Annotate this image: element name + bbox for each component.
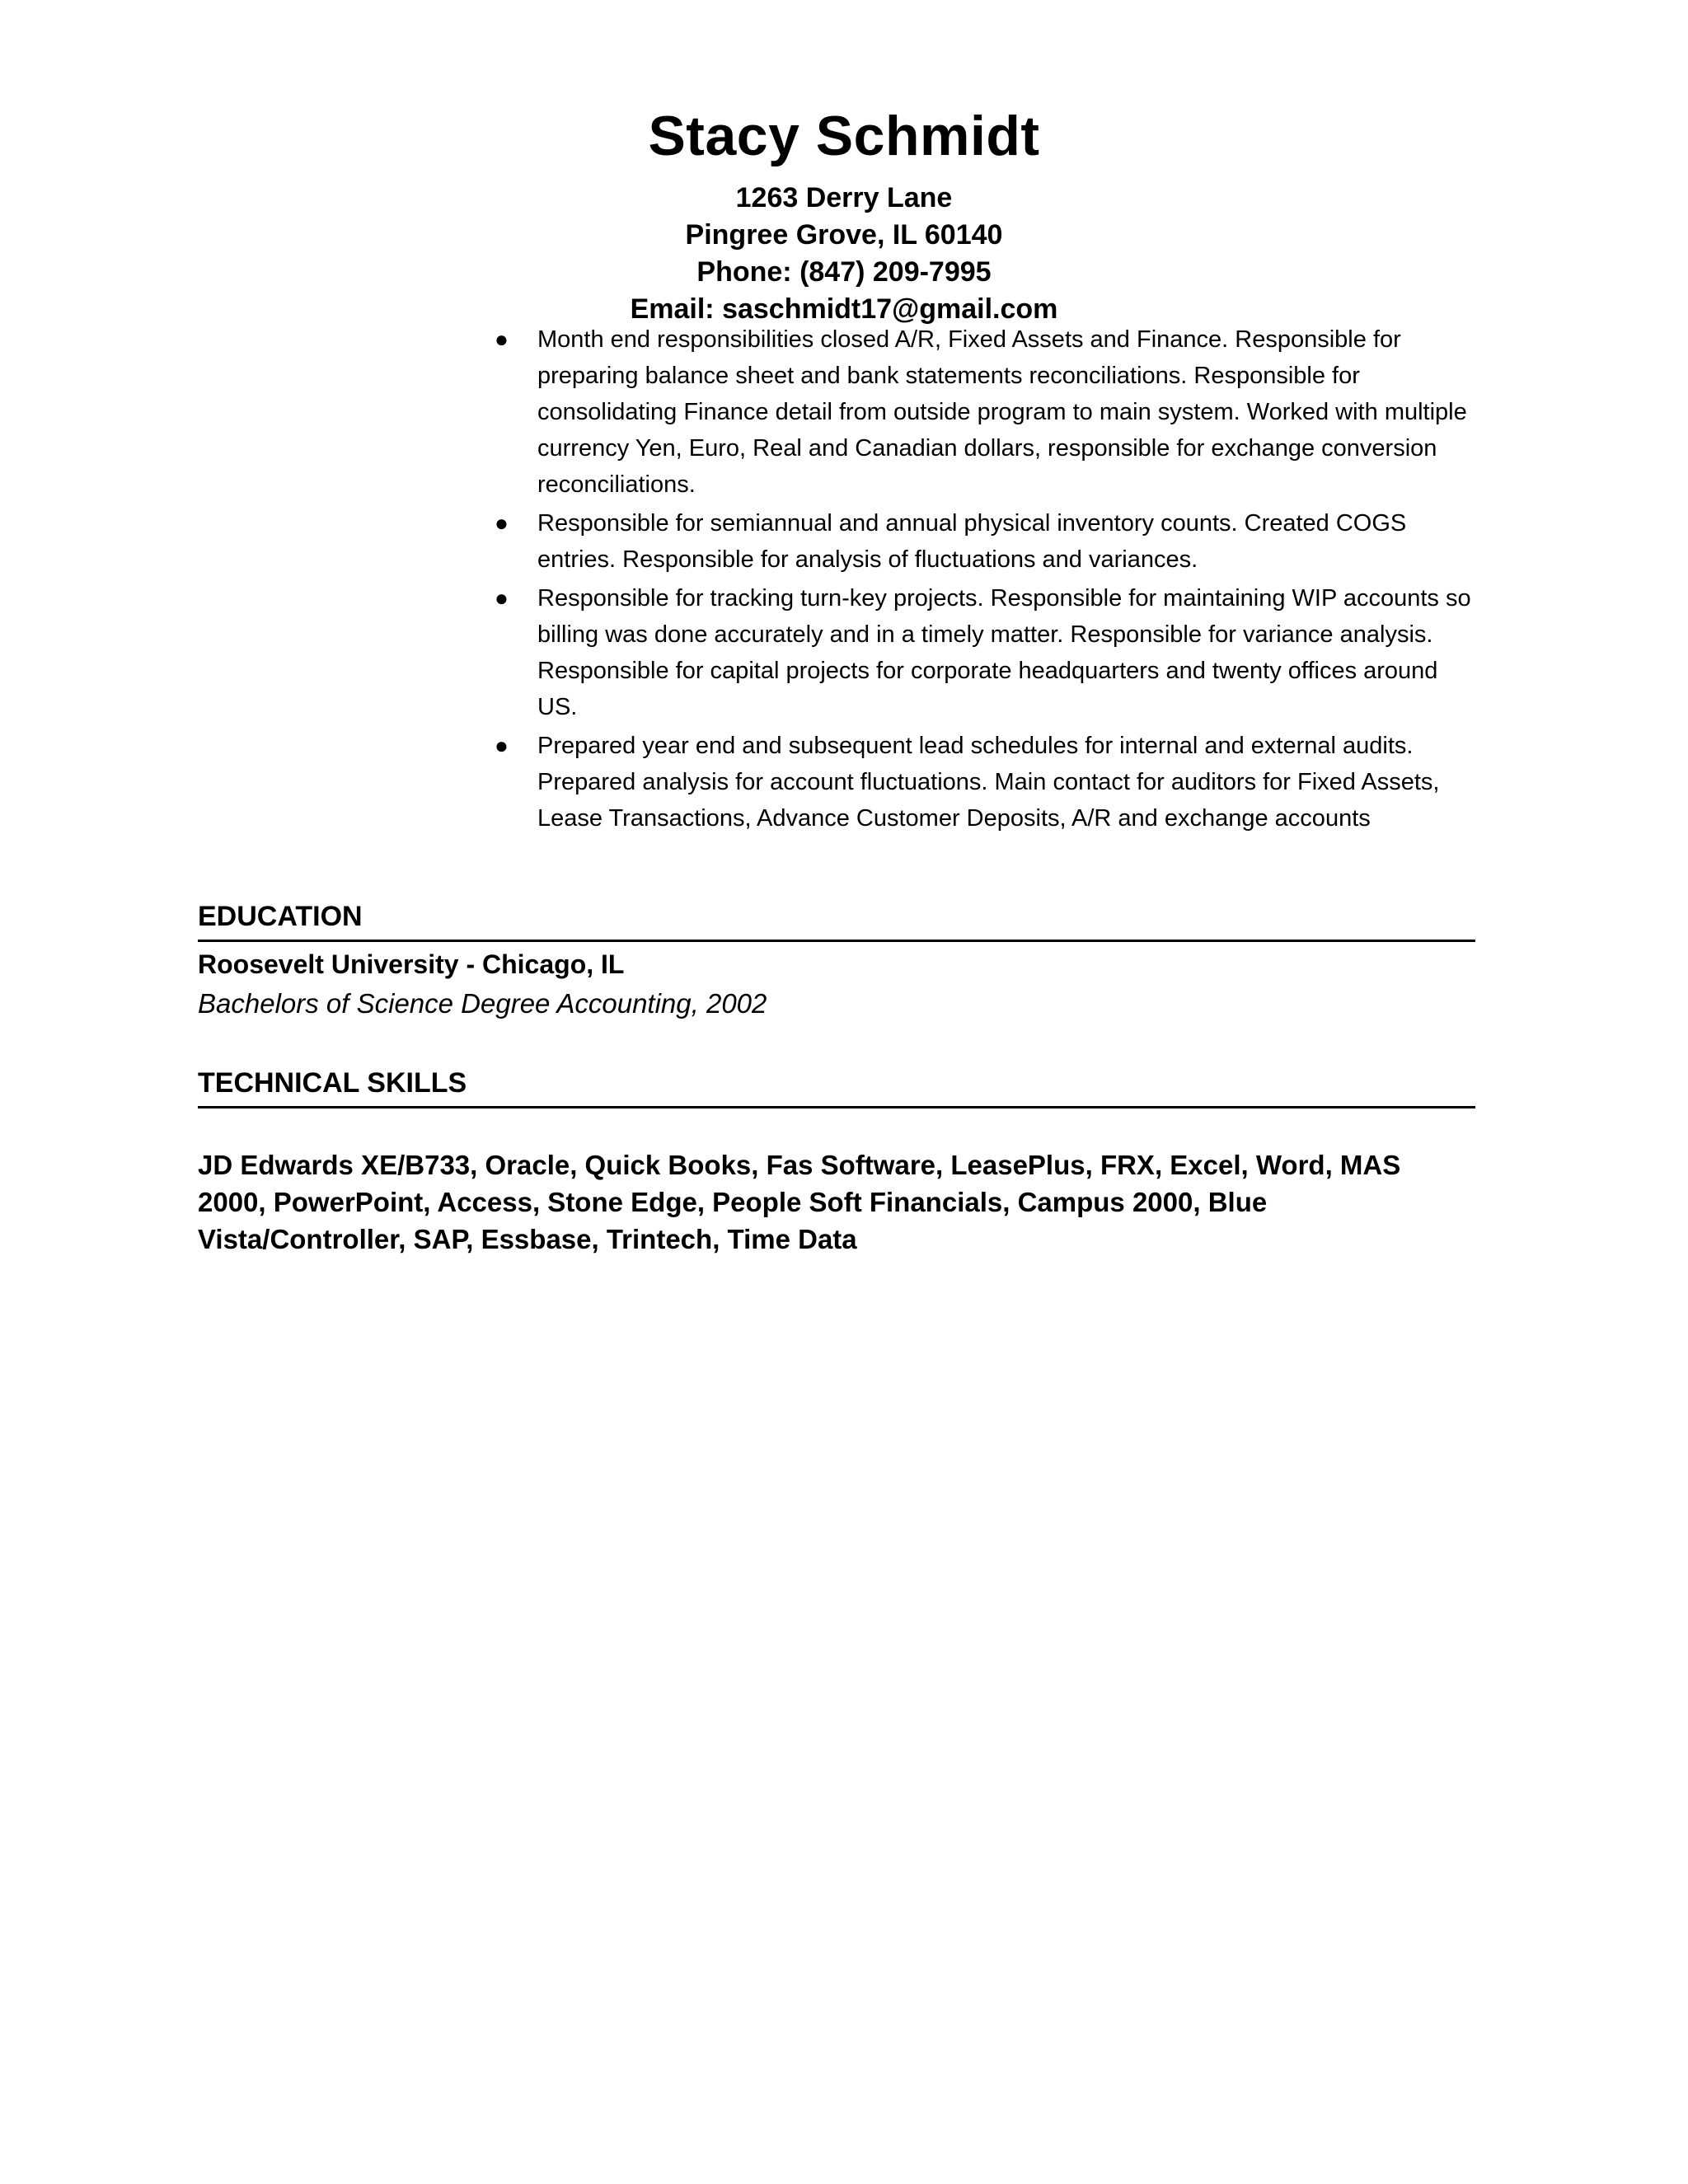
bullet-dot-icon: ● <box>495 510 509 536</box>
experience-bullet-text: Prepared year end and subsequent lead schedules for internal and external audits. Prepared analysis for account fluctuations. Main contact for auditors for Fixed Assets, Lease Transactions, Advance Customer Deposits, A/R and exchange accounts <box>537 733 1440 832</box>
education-heading: EDUCATION <box>198 898 1475 942</box>
experience-bullet-text: Month end responsibilities closed A/R, Fixed Assets and Finance. Responsible for preparing balance sheet and bank statements reconciliations. Responsible for consolidating Finance detail from outside program to main system. Worked with multiple currency Yen, Euro, Real and Canadian dollars, responsible for exchange conversion reconciliations. <box>537 326 1467 498</box>
skills-section <box>198 1065 1475 1258</box>
experience-bullet <box>495 321 1484 503</box>
experience-bullet-list <box>495 321 1484 839</box>
bullet-dot-icon: ● <box>495 326 509 352</box>
degree-name: Bachelors of Science Degree Accounting, 2002 <box>198 988 767 1019</box>
resume-header <box>0 97 1688 328</box>
experience-bullet-text: Responsible for semiannual and annual physical inventory counts. Created COGS entries. Responsible for analysis of fluctuations and variances. <box>537 510 1407 573</box>
bullet-dot-icon: ● <box>495 733 509 758</box>
phone-number: Phone: (847) 209-7995 <box>696 256 992 288</box>
skills-heading: TECHNICAL SKILLS <box>198 1065 1475 1108</box>
skills-list: JD Edwards XE/B733, Oracle, Quick Books, Fas Software, LeasePlus, FRX, Excel, Word, MAS 2000, PowerPoint, Access, Stone Edge, People Soft Financials, Campus 2000, Blue Vista/Controller, SAP, Essbase, Trintech, Time Data <box>198 1150 1401 1254</box>
email-address: Email: saschmidt17@gmail.com <box>630 293 1058 325</box>
experience-bullet <box>495 505 1484 578</box>
address-street: 1263 Derry Lane <box>735 182 953 213</box>
candidate-name: Stacy Schmidt <box>648 105 1040 167</box>
experience-bullet <box>495 580 1484 725</box>
experience-bullet <box>495 728 1484 837</box>
address-city: Pingree Grove, IL 60140 <box>685 219 1003 251</box>
education-section <box>198 898 1475 1024</box>
experience-bullet-text: Responsible for tracking turn-key projects. Responsible for maintaining WIP accounts so billing was done accurately and in a timely matter. Responsible for variance analysis. Responsible for capital projects for corporate headquarters and twenty offices around US. <box>537 585 1471 720</box>
school-name: Roosevelt University - Chicago, IL <box>198 949 625 979</box>
bullet-dot-icon: ● <box>495 585 509 611</box>
